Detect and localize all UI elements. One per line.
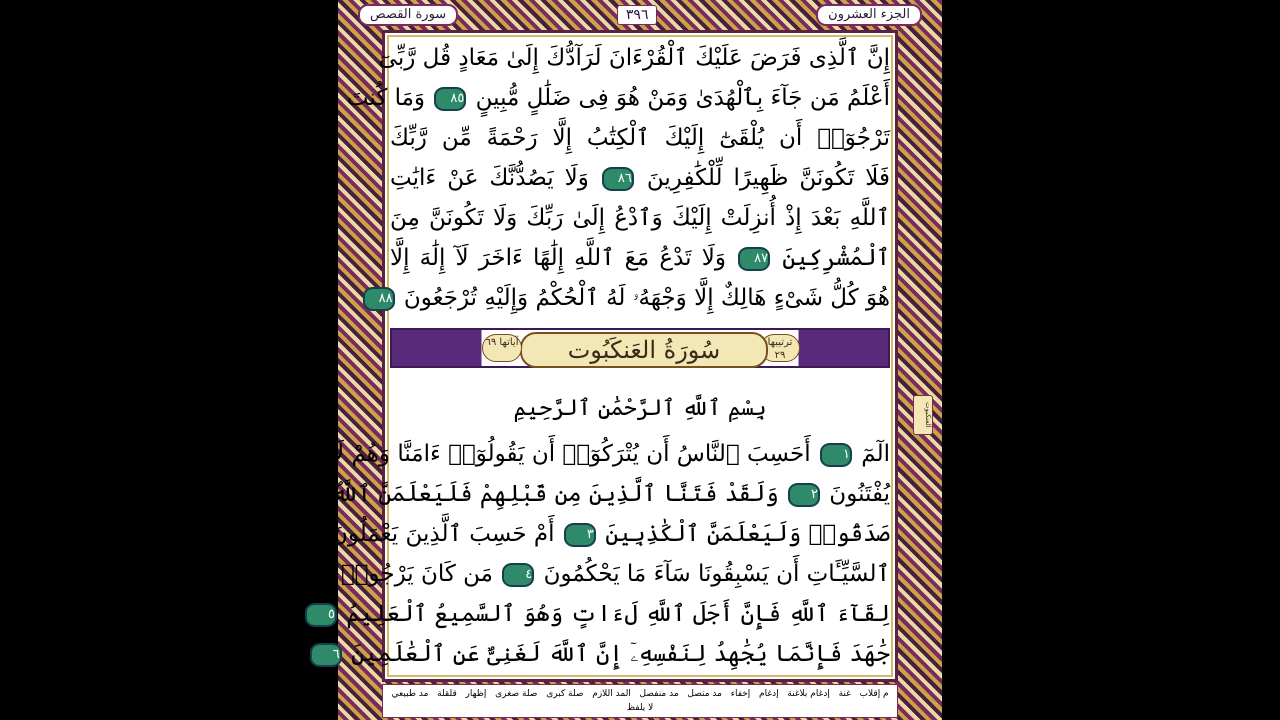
text-line: هُوَ كُلُّ شَىْءٍ هَالِكٌ إِلَّا وَجْهَهُۥ لَهُ ٱلْحُكْمُ وَإِلَيْهِ تُرْجَعُونَ ٨٨ bbox=[390, 278, 890, 318]
legend-item: صلة صغرى bbox=[495, 689, 538, 699]
text-line: إِنَّ ٱلَّذِى فَرَضَ عَلَيْكَ ٱلْقُرْءَانَ لَرَآدُّكَ إِلَىٰ مَعَادٍ قُل رَّبِّىٓ bbox=[378, 45, 890, 71]
surah-side-marker: العنكبوت bbox=[913, 395, 933, 435]
legend-item: إدغام بلاغنة bbox=[787, 689, 830, 699]
basmala: بِسْمِ ٱللَّهِ ٱلرَّحْمَٰنِ ٱلرَّحِيمِ bbox=[513, 396, 767, 421]
text-line: جَٰهَدَ فَإِنَّمَا يُجَٰهِدُ لِنَفْسِهِۦٓ إِنَّ ٱللَّهَ لَغَنِىٌّ عَنِ ٱلْعَٰلَمِينَ ٦ bbox=[390, 634, 890, 674]
legend-item: غنة bbox=[838, 689, 851, 699]
text-line: صَدَقُوا۟ وَلَيَعْلَمَنَّ ٱلْكَٰذِبِينَ ٣ أَمْ حَسِبَ ٱلَّذِينَ يَعْمَلُونَ bbox=[331, 521, 890, 547]
text-line: يُفْتَنُونَ ٢ وَلَقَدْ فَتَنَّا ٱلَّذِينَ مِن قَبْلِهِمْ فَلَيَعْلَمَنَّ ٱللَّهُ ٱلَّذِينَ bbox=[255, 481, 890, 507]
surah-ayah-count-badge: آياتها ٦٩ bbox=[482, 334, 522, 362]
ayah-number-marker: ٢ bbox=[788, 483, 820, 507]
page-header bbox=[358, 4, 922, 26]
ayah-number-marker: ٨٧ bbox=[738, 247, 770, 271]
legend-item: المد اللازم bbox=[592, 689, 631, 699]
surah-order-badge: ترتيبها ٢٩ bbox=[760, 334, 800, 362]
surah-label: سورة القصص bbox=[358, 4, 458, 26]
legend-item: قلقلة bbox=[437, 689, 457, 699]
quran-text bbox=[254, 38, 891, 678]
ayah-number-marker: ٣ bbox=[564, 523, 596, 547]
ayah-number-marker: ٨٨ bbox=[363, 287, 395, 311]
ayah-number-marker: ٦ bbox=[310, 643, 342, 667]
legend-item: لا يلفظ bbox=[626, 703, 654, 713]
text-line: ٱلْمُشْرِكِينَ ٨٧ وَلَا تَدْعُ مَعَ ٱللَّهِ إِلَٰهًا ءَاخَرَ لَآ إِلَٰهَ إِلَّا bbox=[390, 245, 891, 271]
ayah-number-marker: ٤ bbox=[502, 563, 534, 587]
text-line: الٓمٓ ١ أَحَسِبَ ٱلنَّاسُ أَن يُتْرَكُوٓا۟ أَن يَقُولُوٓا۟ ءَامَنَّا وَهُمْ لَا bbox=[331, 441, 890, 467]
legend-item: إخفاء bbox=[730, 689, 751, 699]
legend-item: إدغام bbox=[759, 689, 779, 699]
text-line: أَعْلَمُ مَن جَآءَ بِٱلْهُدَىٰ وَمَنْ هُوَ فِى ضَلَٰلٍ مُّبِينٍ ٨٥ وَمَا كُنتَ bbox=[346, 85, 890, 111]
legend-item: إظهار bbox=[465, 689, 487, 699]
ayah-number-marker: ٨٥ bbox=[434, 87, 466, 111]
mushaf-page bbox=[254, 0, 942, 720]
legend-item: مد متصل bbox=[687, 689, 722, 699]
page-number: ٣٩٦ bbox=[617, 5, 658, 25]
legend-item: م إقلاب bbox=[859, 689, 889, 699]
legend-item: مد طبيعي bbox=[391, 689, 429, 699]
tajweed-legend bbox=[382, 684, 898, 718]
text-line: لِقَآءَ ٱللَّهِ فَإِنَّ أَجَلَ ٱللَّهِ لَءَاتٍ وَهُوَ ٱلسَّمِيعُ ٱلْعَلِيمُ ٥ وَمَن bbox=[254, 601, 890, 627]
text-line: فَلَا تَكُونَنَّ ظَهِيرًا لِّلْكَٰفِرِينَ ٨٦ وَلَا يَصُدُّنَّكَ عَنْ ءَايَٰتِ bbox=[390, 165, 890, 191]
legend-item: صلة كبرى bbox=[546, 689, 584, 699]
surah-banner bbox=[390, 328, 890, 368]
surah-title: سُورَةُ العَنكَبُوت bbox=[520, 332, 768, 368]
legend-item: مد منفصل bbox=[639, 689, 679, 699]
text-line: تَرْجُوٓا۟ أَن يُلْقَىٰٓ إِلَيْكَ ٱلْكِتَٰبُ إِلَّا رَحْمَةً مِّن رَّبِّكَ bbox=[390, 125, 890, 151]
ayah-number-marker: ٥ bbox=[305, 603, 337, 627]
text-line: ٱللَّهِ بَعْدَ إِذْ أُنزِلَتْ إِلَيْكَ وَٱدْعُ إِلَىٰ رَبِّكَ وَلَا تَكُونَنَّ مِنَ bbox=[390, 205, 890, 231]
text-line: ٱلسَّيِّـَٔاتِ أَن يَسْبِقُونَا سَآءَ مَا يَحْكُمُونَ ٤ مَن كَانَ يَرْجُوا۟ bbox=[340, 561, 890, 587]
ayah-number-marker: ٨٦ bbox=[602, 167, 634, 191]
ayah-number-marker: ١ bbox=[820, 443, 852, 467]
juz-label: الجزء العشرون bbox=[816, 4, 922, 26]
